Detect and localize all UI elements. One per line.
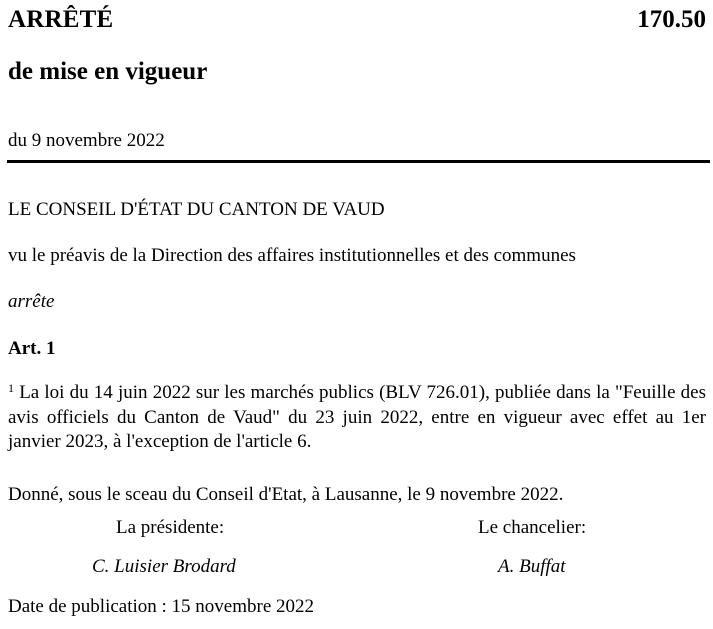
header-divider (7, 160, 710, 163)
president-role: La présidente: (116, 517, 225, 538)
president-signature: C. Luisier Brodard (92, 556, 236, 577)
chancellor-role: Le chancelier: (478, 517, 587, 538)
document-subtitle: de mise en vigueur (8, 58, 208, 85)
document-title: ARRÊTÉ (8, 6, 114, 33)
paragraph-number: 1 (8, 381, 14, 395)
document-date: du 9 novembre 2022 (8, 130, 165, 151)
article-text: La loi du 14 juin 2022 sur les marchés publics (BLV 726.01), publiée dans la "Feuille des avis officiels du Canton de Vaud" du 23 juin 2022, entre en vigueur avec effet au 1er janvier 2023, à l'exception de l'article 6. (8, 382, 707, 452)
chancellor-signature: A. Buffat (498, 556, 566, 577)
article-title: Art. 1 (8, 338, 56, 359)
article-paragraph (8, 381, 706, 455)
authority-heading: LE CONSEIL D'ÉTAT DU CANTON DE VAUD (8, 199, 385, 220)
arrete-label: arrête (8, 291, 55, 312)
publication-date: Date de publication : 15 novembre 2022 (8, 596, 315, 617)
document-number: 170.50 (637, 6, 706, 33)
preavis-text: vu le préavis de la Direction des affaires institutionnelles et des communes (8, 245, 576, 266)
given-statement: Donné, sous le sceau du Conseil d'Etat, à Lausanne, le 9 novembre 2022. (8, 484, 564, 505)
